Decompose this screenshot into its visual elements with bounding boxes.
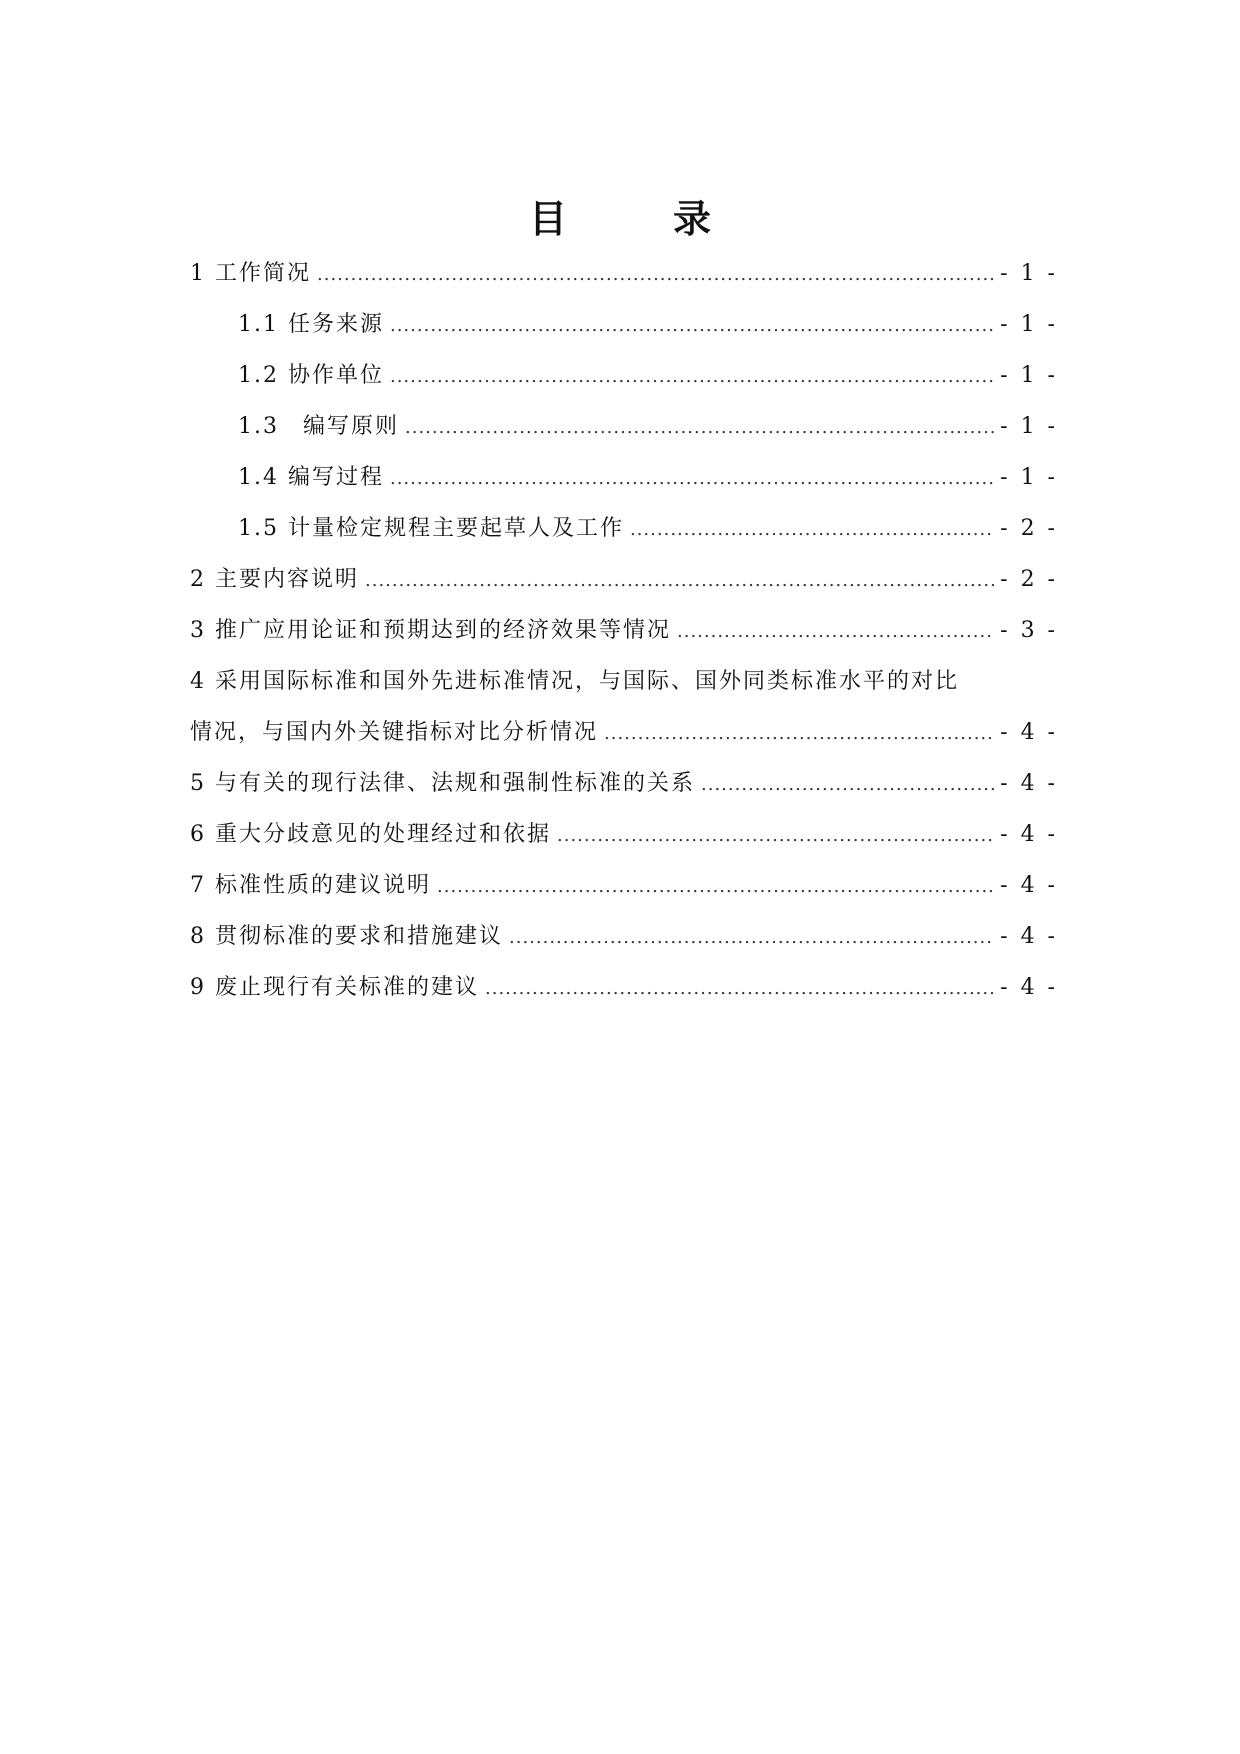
toc-entry-1-1[interactable] bbox=[190, 307, 1058, 358]
toc-entry-label: 3 推广应用论证和预期达到的经济效果等情况 bbox=[190, 618, 671, 643]
toc-entry-page: - 1 - bbox=[1000, 261, 1058, 286]
toc-leader-dots bbox=[557, 825, 994, 846]
toc-entry-4[interactable] bbox=[190, 664, 1058, 766]
toc-entry-9[interactable] bbox=[190, 970, 1058, 1021]
toc-entry-1-4[interactable] bbox=[190, 460, 1058, 511]
toc-leader-dots bbox=[630, 519, 994, 540]
toc-entry-4-continued bbox=[190, 715, 1058, 766]
toc-entry-page: - 1 - bbox=[1000, 312, 1058, 337]
toc-entry-label: 2 主要内容说明 bbox=[190, 567, 359, 592]
toc-entry-page: - 4 - bbox=[1000, 873, 1058, 898]
toc-entry-label-line2: 情况，与国内外关键指标对比分析情况 bbox=[190, 720, 599, 745]
toc-entry-label: 1.5 计量检定规程主要起草人及工作 bbox=[238, 516, 624, 541]
toc-leader-dots bbox=[604, 723, 994, 744]
toc-leader-dots bbox=[390, 366, 994, 387]
toc-entry-8[interactable] bbox=[190, 919, 1058, 970]
toc-leader-dots bbox=[437, 876, 994, 897]
table-of-contents bbox=[190, 256, 1058, 1021]
toc-entry-6[interactable] bbox=[190, 817, 1058, 868]
toc-entry-label: 1.1 任务来源 bbox=[238, 312, 384, 337]
toc-entry-page: - 3 - bbox=[1000, 618, 1058, 643]
toc-leader-dots bbox=[677, 621, 994, 642]
toc-entry-page: - 4 - bbox=[1000, 924, 1058, 949]
toc-title: 目 录 bbox=[528, 197, 745, 241]
toc-entry-page: - 4 - bbox=[1000, 720, 1058, 745]
toc-leader-dots bbox=[365, 570, 994, 591]
toc-entry-page: - 4 - bbox=[1000, 822, 1058, 847]
toc-leader-dots bbox=[317, 264, 994, 285]
toc-entry-3[interactable] bbox=[190, 613, 1058, 664]
toc-entry-2[interactable] bbox=[190, 562, 1058, 613]
toc-entry-page: - 2 - bbox=[1000, 567, 1058, 592]
toc-entry-label: 9 废止现行有关标准的建议 bbox=[190, 975, 479, 1000]
toc-entry-page: - 1 - bbox=[1000, 363, 1058, 388]
toc-leader-dots bbox=[390, 468, 994, 489]
toc-entry-page: - 4 - bbox=[1000, 771, 1058, 796]
toc-leader-dots bbox=[509, 927, 994, 948]
toc-entry-label: 7 标准性质的建议说明 bbox=[190, 873, 431, 898]
toc-entry-5[interactable] bbox=[190, 766, 1058, 817]
toc-entry-label-line1: 4 采用国际标准和国外先进标准情况，与国际、国外同类标准水平的对比 bbox=[190, 669, 959, 694]
toc-entry-label: 1.2 协作单位 bbox=[238, 363, 384, 388]
toc-leader-dots bbox=[701, 774, 994, 795]
toc-entry-label: 1 工作简况 bbox=[190, 261, 311, 286]
toc-entry-label: 6 重大分歧意见的处理经过和依据 bbox=[190, 822, 551, 847]
toc-entry-label: 1.4 编写过程 bbox=[238, 465, 384, 490]
toc-entry-label: 1.3 编写原则 bbox=[238, 414, 399, 439]
toc-entry-1[interactable] bbox=[190, 256, 1058, 307]
toc-entry-page: - 4 - bbox=[1000, 975, 1058, 1000]
toc-entry-page: - 1 - bbox=[1000, 414, 1058, 439]
toc-entry-label: 8 贯彻标准的要求和措施建议 bbox=[190, 924, 503, 949]
toc-leader-dots bbox=[485, 978, 994, 999]
toc-leader-dots bbox=[390, 315, 994, 336]
toc-entry-1-5[interactable] bbox=[190, 511, 1058, 562]
toc-entry-page: - 2 - bbox=[1000, 516, 1058, 541]
toc-leader-dots bbox=[405, 417, 994, 438]
toc-entry-7[interactable] bbox=[190, 868, 1058, 919]
toc-entry-label: 5 与有关的现行法律、法规和强制性标准的关系 bbox=[190, 771, 695, 796]
toc-entry-page: - 1 - bbox=[1000, 465, 1058, 490]
toc-entry-1-2[interactable] bbox=[190, 358, 1058, 409]
toc-entry-1-3[interactable] bbox=[190, 409, 1058, 460]
